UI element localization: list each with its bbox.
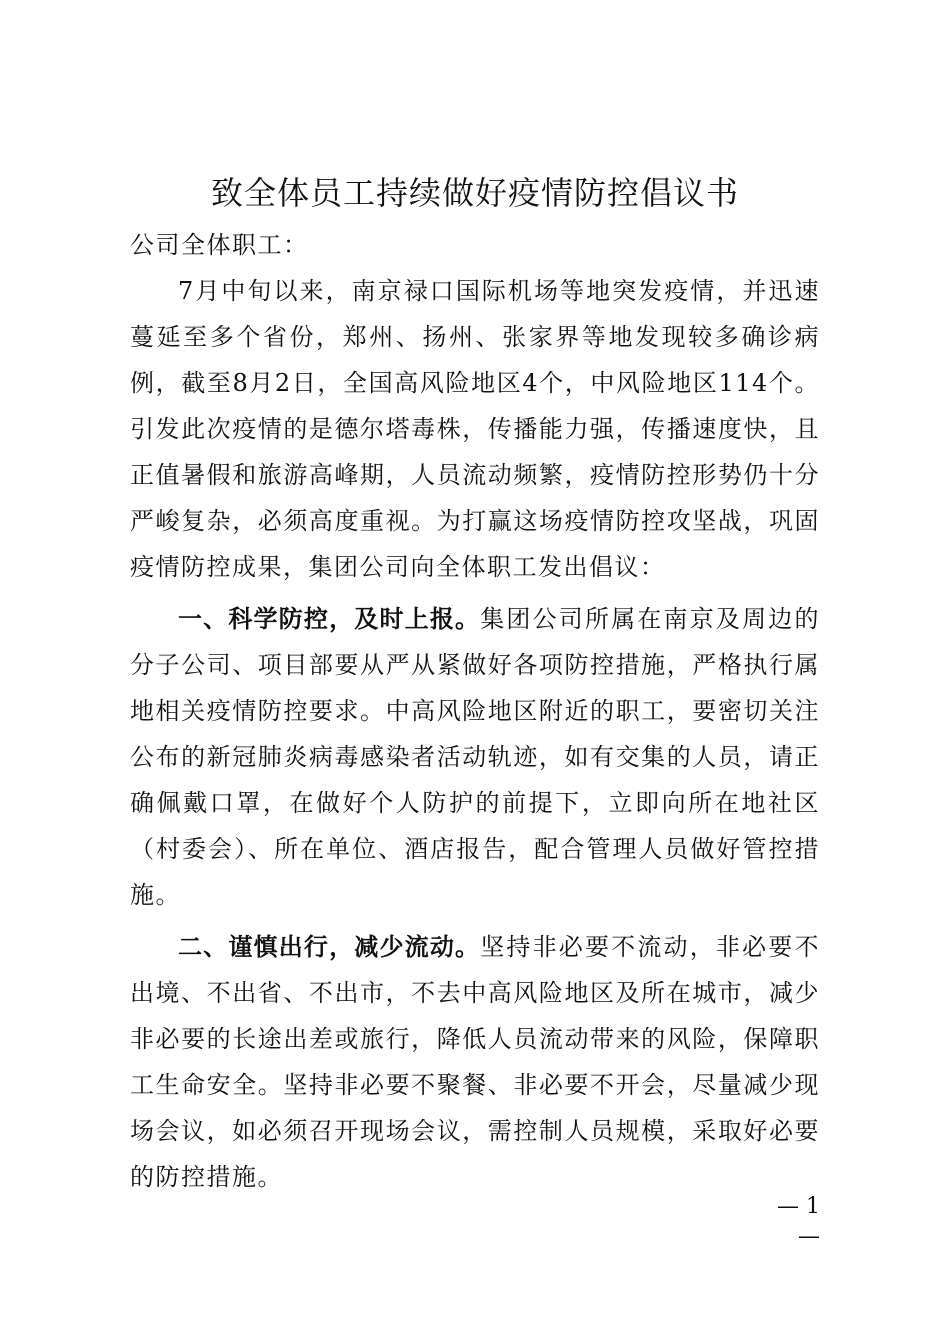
page-number: — 1 — (777, 1194, 820, 1249)
section-paragraph-2 (130, 924, 820, 1200)
section-heading-2: 二、谨慎出行，减少流动。 (178, 933, 481, 961)
intro-paragraph: 7月中旬以来，南京禄口国际机场等地突发疫情，并迅速蔓延至多个省份，郑州、扬州、张家界等地发现较多确诊病例，截至8月2日，全国高风险地区4个，中风险地区114个。引发此次疫情的是德尔塔毒株，传播能力强，传播速度快，且正值暑假和旅游高峰期，人员流动频繁，疫情防控形势仍十分严峻复杂，必须高度重视。为打赢这场疫情防控攻坚战，巩固疫情防控成果，集团公司向全体职工发出倡议： (130, 277, 820, 581)
section-paragraph-1 (130, 596, 820, 918)
document-title: 致全体员工持续做好疫情防控倡议书 (210, 174, 739, 212)
salutation: 公司全体职工： (130, 231, 309, 259)
document-body (130, 222, 820, 1200)
section-text-1: 集团公司所属在南京及周边的分子公司、项目部要从严从紧做好各项防控措施，严格执行属地相关疫情防控要求。中高风险地区附近的职工，要密切关注公布的新冠肺炎病毒感染者活动轨迹，如有交集的人员，请正确佩戴口罩，在做好个人防护的前提下，立即向所在地社区（村委会）、所在单位、酒店报告，配合管理人员做好管控措施。 (130, 605, 820, 909)
section-heading-1: 一、科学防控，及时上报。 (178, 605, 481, 633)
section-text-2: 坚持非必要不流动，非必要不出境、不出省、不出市，不去中高风险地区及所在城市，减少非必要的长途出差或旅行，降低人员流动带来的风险，保障职工生命安全。坚持非必要不聚餐、非必要不开会，尽量减少现场会议，如必须召开现场会议，需控制人员规模，采取好必要的防控措施。 (130, 933, 820, 1191)
